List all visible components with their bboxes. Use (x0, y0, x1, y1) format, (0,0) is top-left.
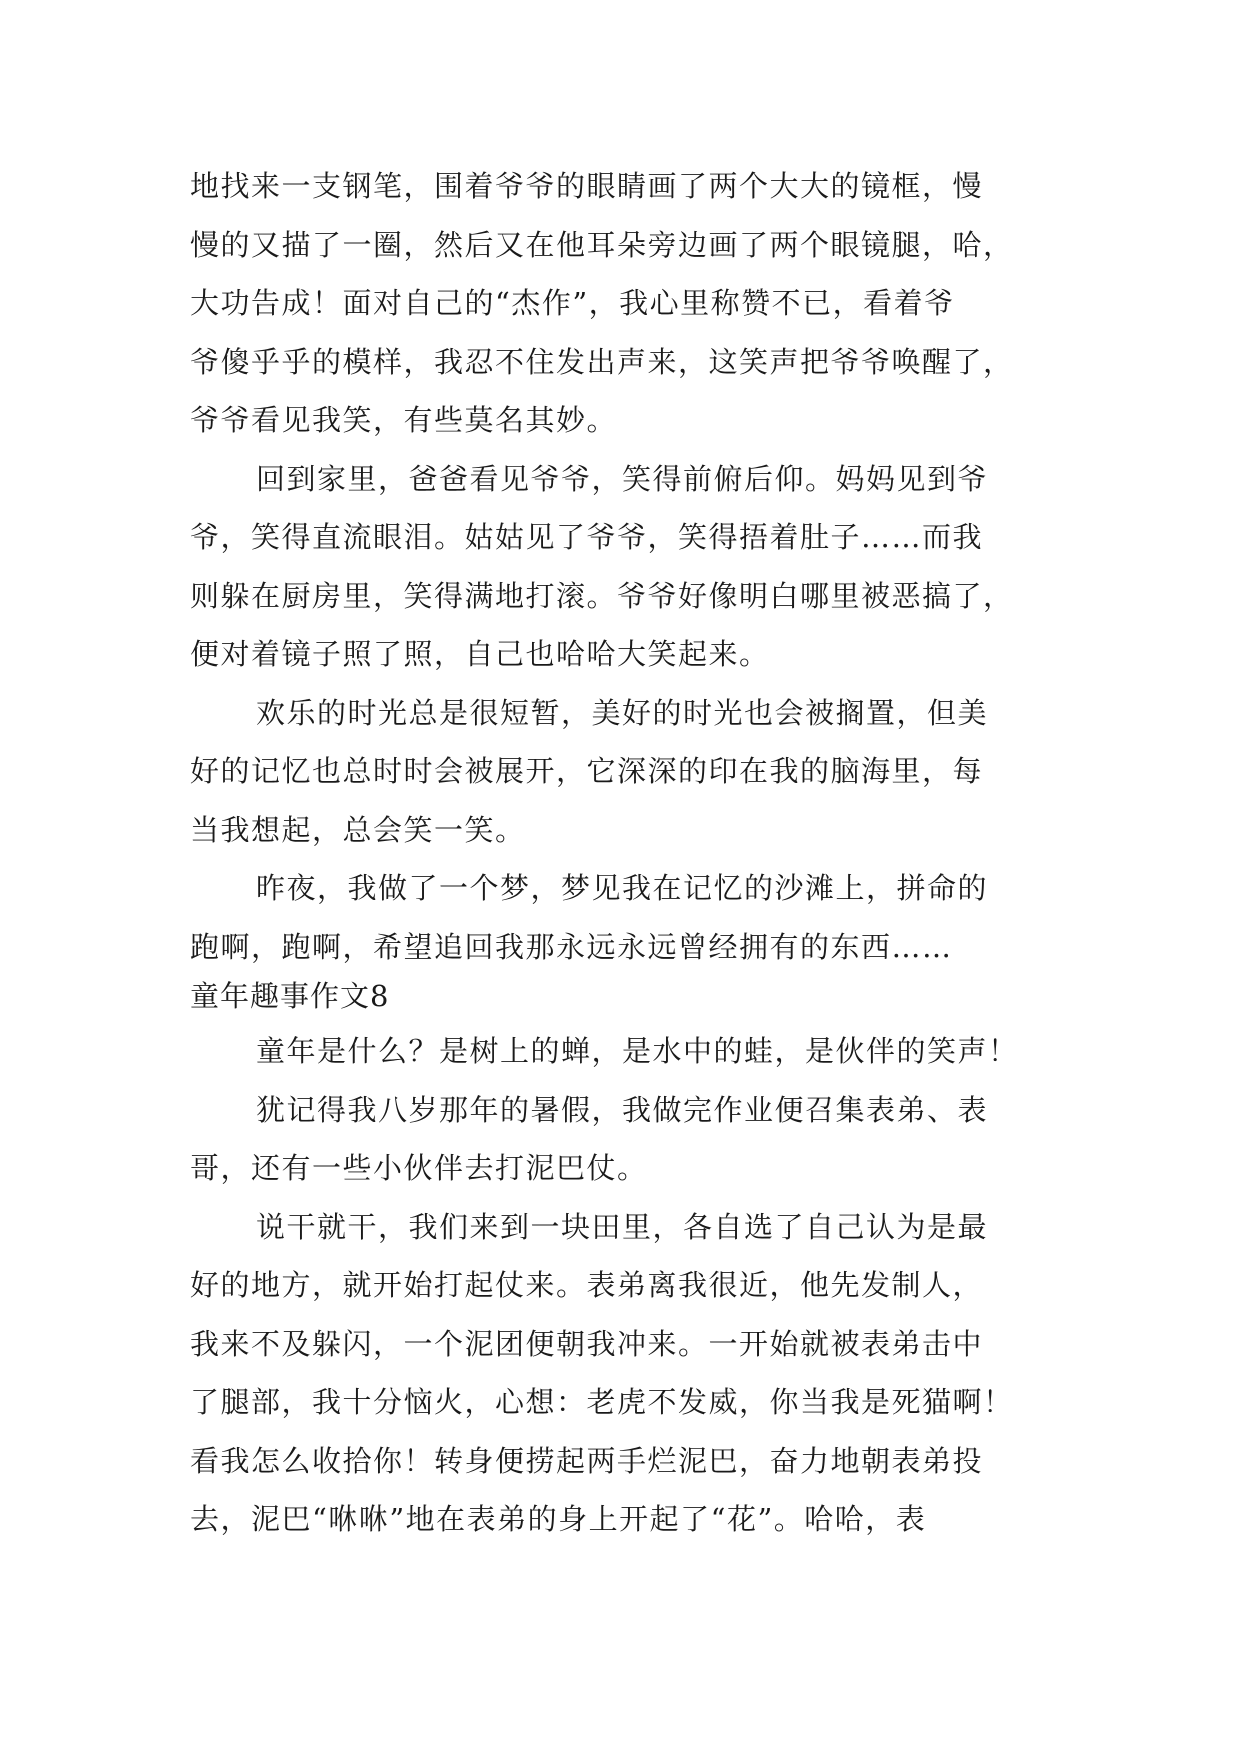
text-line: 爷傻乎乎的模样，我忍不住发出声来，这笑声把爷爷唤醒了， (190, 344, 1014, 379)
paragraph-first-line: 欢乐的时光总是很短暂，美好的时光也会被搁置，但美 (256, 695, 989, 730)
text-line: 爷，笑得直流眼泪。姑姑见了爷爷，笑得捂着肚子……而我 (190, 520, 984, 554)
text-line: 好的地方，就开始打起仗来。表弟离我很近，他先发制人， (190, 1268, 984, 1302)
text-line: 慢的又描了一圈，然后又在他耳朵旁边画了两个眼镜腿，哈， (190, 227, 1014, 262)
text-line: 看我怎么收拾你！转身便捞起两手烂泥巴，奋力地朝表弟投 (190, 1443, 984, 1478)
text-line: 跑啊，跑啊，希望追回我那永远永远曾经拥有的东西…… (190, 929, 953, 964)
text-line: 则躲在厨房里，笑得满地打滚。爷爷好像明白哪里被恶搞了， (190, 578, 1014, 613)
text-line: 地找来一支钢笔，围着爷爷的眼睛画了两个大大的镜框，慢 (190, 169, 984, 203)
text-line: 当我想起，总会笑一笑。 (190, 812, 526, 847)
text-line: 大功告成！面对自己的“杰作”，我心里称赞不已，看着爷 (190, 286, 955, 320)
text-line: 便对着镜子照了照，自己也哈哈大笑起来。 (190, 637, 770, 671)
paragraph-first-line: 说干就干，我们来到一块田里，各自选了自己认为是最 (256, 1209, 989, 1244)
text-line: 好的记忆也总时时会被展开，它深深的印在我的脑海里，每 (190, 754, 984, 788)
text-line: 哥，还有一些小伙伴去打泥巴仗。 (190, 1151, 648, 1185)
text-line: 我来不及躲闪，一个泥团便朝我冲来。一开始就被表弟击中 (190, 1326, 984, 1361)
paragraph-first-line: 回到家里，爸爸看见爷爷，笑得前俯后仰。妈妈见到爷 (256, 461, 989, 496)
text-line: 爷爷看见我笑，有些莫名其妙。 (190, 403, 618, 437)
section-heading: 童年趣事作文8 (190, 979, 390, 1013)
paragraph-first-line: 童年是什么？是树上的蝉，是水中的蛙，是伙伴的笑声！ (256, 1034, 1019, 1068)
essay-body (190, 157, 1060, 1549)
paragraph-first-line: 昨夜，我做了一个梦，梦见我在记忆的沙滩上，拼命的 (256, 871, 989, 905)
text-line: 去，泥巴“咻咻”地在表弟的身上开起了“花”。哈哈，表 (190, 1502, 927, 1536)
paragraph-first-line: 犹记得我八岁那年的暑假，我做完作业便召集表弟、表 (256, 1092, 989, 1127)
text-line: 了腿部，我十分恼火，心想：老虎不发威，你当我是死猫啊！ (190, 1385, 1014, 1419)
